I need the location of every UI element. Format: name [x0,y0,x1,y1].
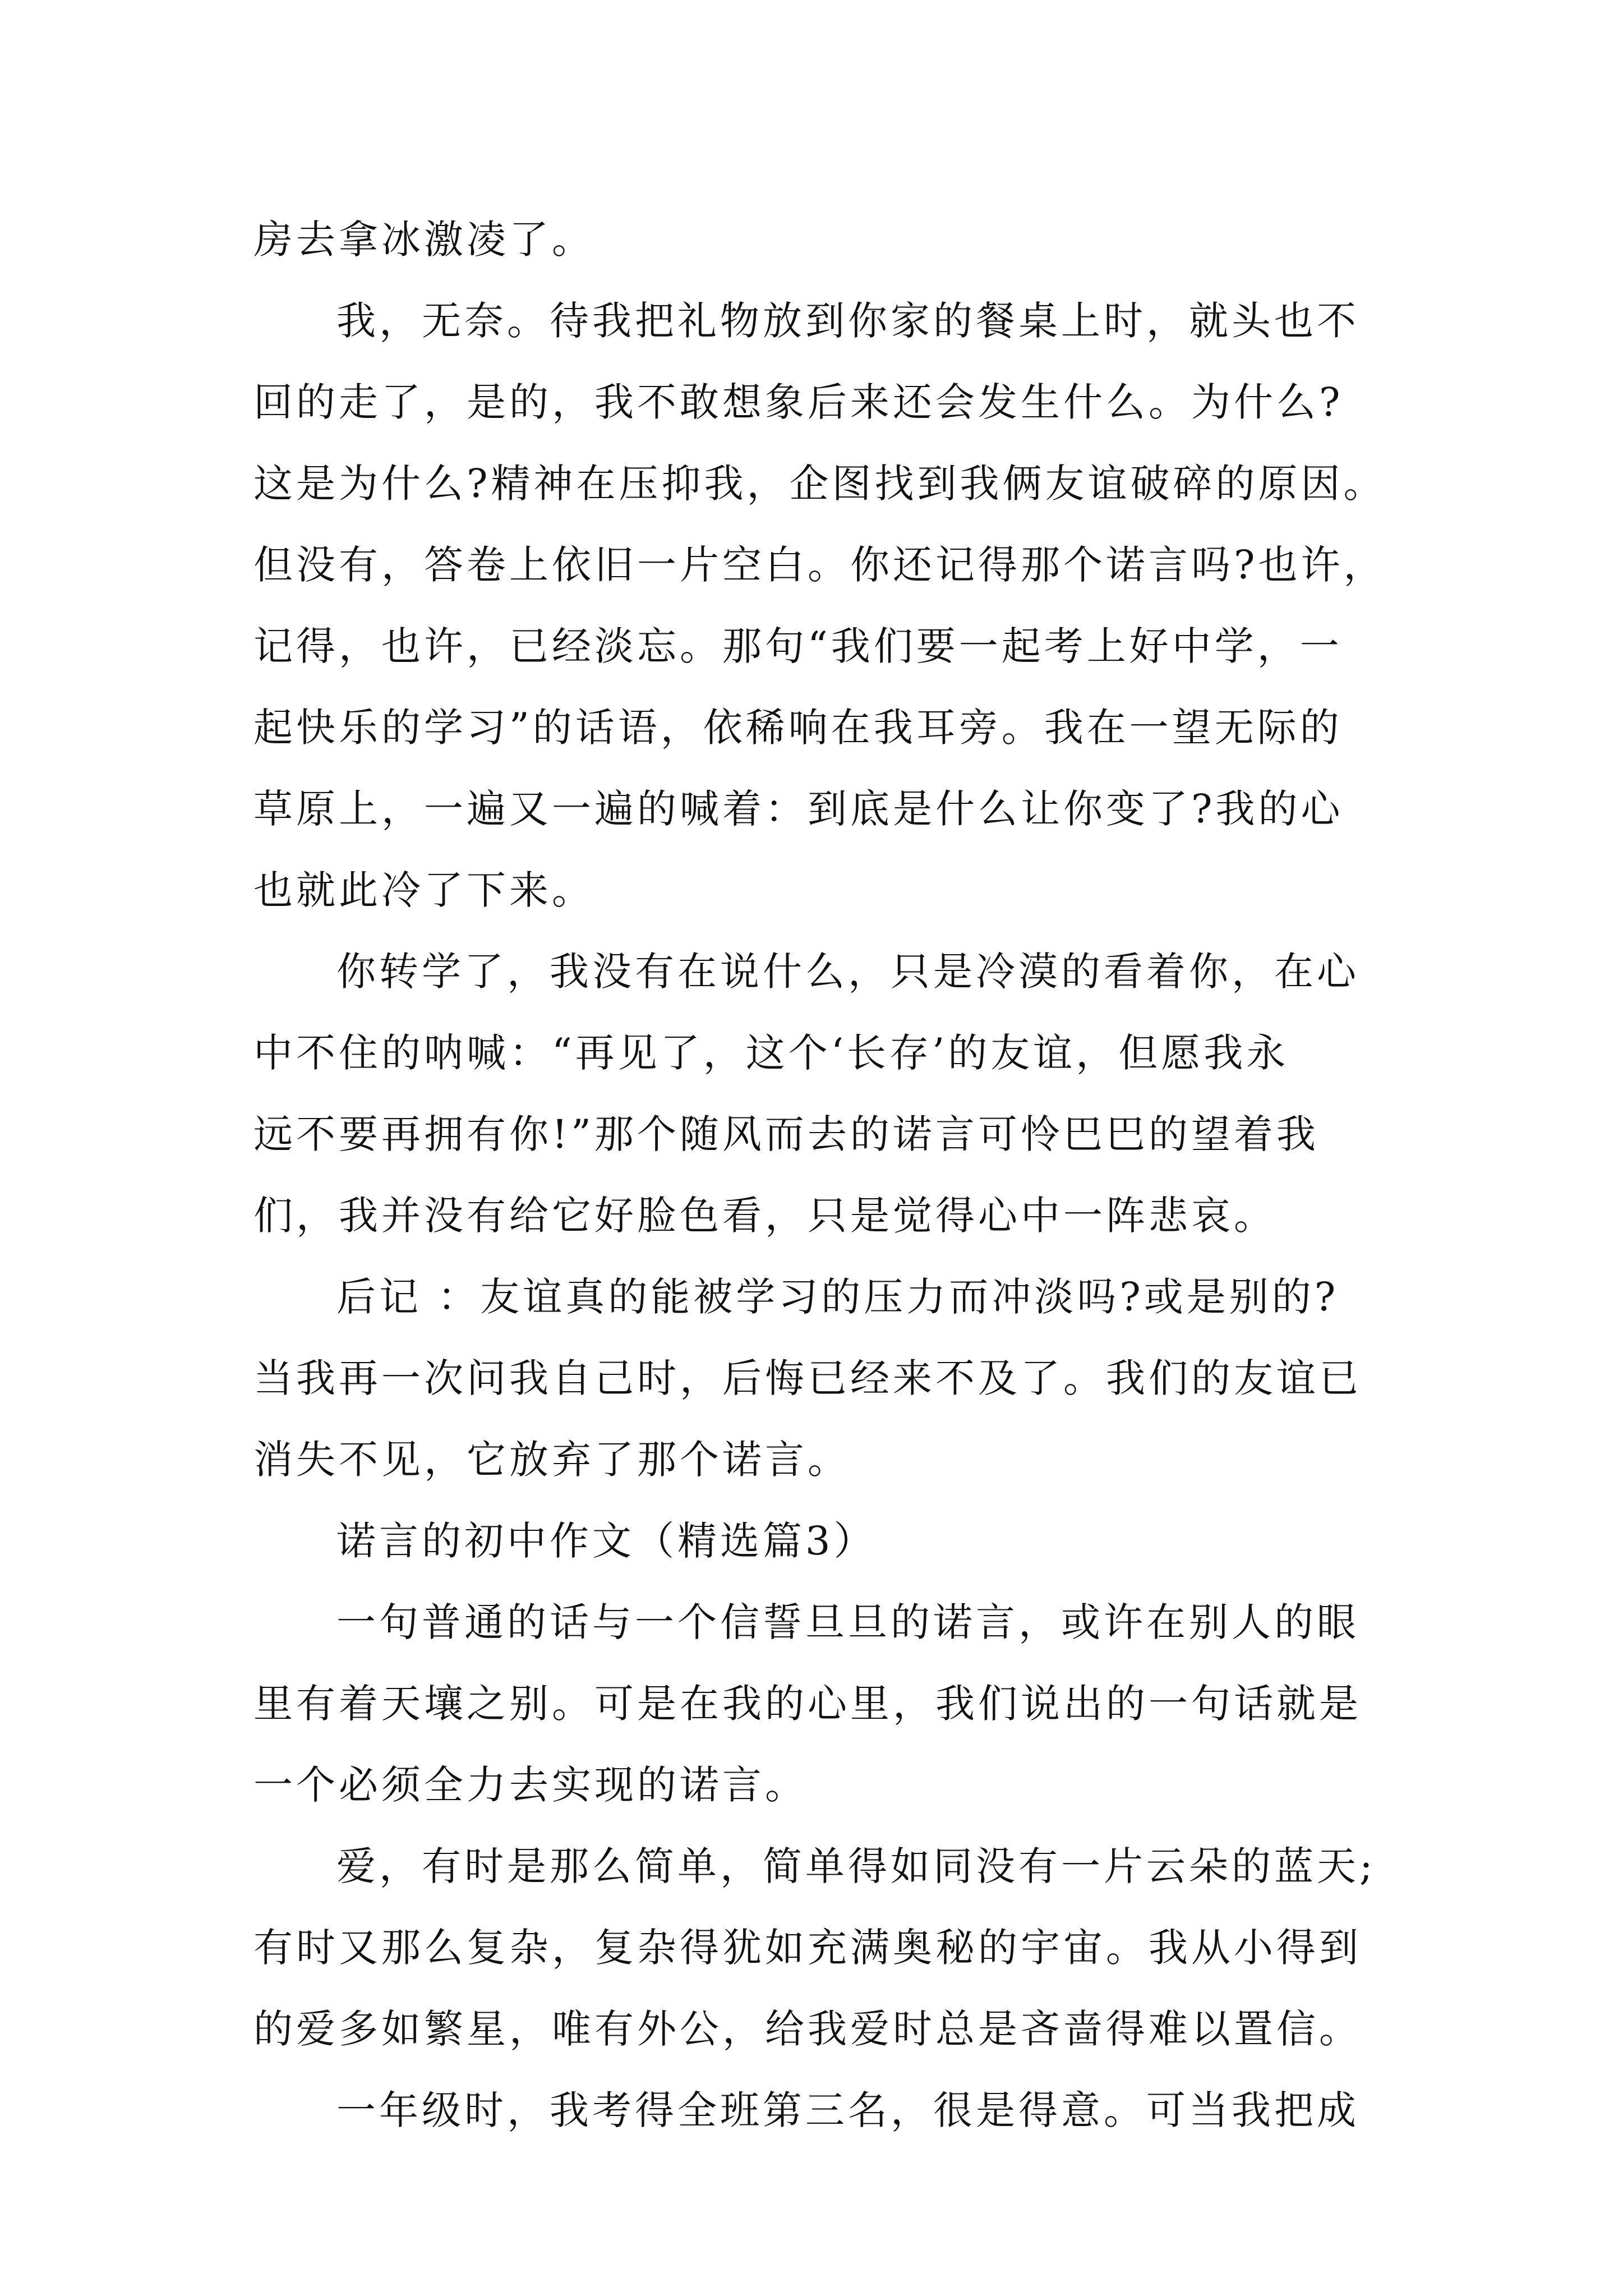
text-line: 草原上，一遍又一遍的喊着：到底是什么让你变了?我的心 [253,786,1344,832]
text-line: 中不住的呐喊：“再见了，这个‘长存’的友谊，但愿我永 [253,1030,1289,1076]
text-line: 们，我并没有给它好脸色看，只是觉得心中一阵悲哀。 [253,1193,1276,1239]
paragraph-start-line: 你转学了，我没有在说什么，只是冷漠的看着你，在心 [336,949,1359,995]
text-line: 起快乐的学习”的话语，依稀响在我耳旁。我在一望无际的 [253,705,1343,751]
text-line: 房去拿冰激凌了。 [253,217,594,263]
text-line: 有时又那么复杂，复杂得犹如充满奥秘的宇宙。我从小得到 [253,1925,1362,1971]
text-line: 一个必须全力去实现的诺言。 [253,1762,808,1808]
paragraph-start-line: 我，无奈。待我把礼物放到你家的餐桌上时，就头也不 [336,298,1359,344]
text-line: 也就此冷了下来。 [253,867,594,913]
section-heading: 诺言的初中作文（精选篇3） [336,1518,877,1564]
text-line: 但没有，答卷上依旧一片空白。你还记得那个诺言吗?也许， [253,542,1386,588]
text-line: 回的走了，是的，我不敢想象后来还会发生什么。为什么? [253,379,1344,425]
text-line: 远不要再拥有你!”那个随风而去的诺言可怜巴巴的望着我 [253,1111,1319,1157]
text-line: 消失不见，它放弃了那个诺言。 [253,1437,850,1483]
paragraph-start-line: 后记 ：友谊真的能被学习的压力而冲淡吗?或是别的? [336,1274,1339,1320]
text-line: 记得，也许，已经淡忘。那句“我们要一起考上好中学，一 [253,623,1343,669]
paragraph-start-line: 爱，有时是那么简单，简单得如同没有一片云朵的蓝天; [336,1843,1376,1889]
text-line: 的爱多如繁星，唯有外公，给我爱时总是吝啬得难以置信。 [253,2006,1362,2052]
text-line: 里有着天壤之别。可是在我的心里，我们说出的一句话就是 [253,1681,1362,1727]
text-line: 这是为什么?精神在压抑我，企图找到我俩友谊破碎的原因。 [253,461,1386,507]
text-line: 当我再一次问我自己时，后悔已经来不及了。我们的友谊已 [253,1355,1362,1401]
paragraph-start-line: 一句普通的话与一个信誓旦旦的诺言，或许在别人的眼 [336,1599,1359,1645]
paragraph-start-line: 一年级时，我考得全班第三名，很是得意。可当我把成 [336,2087,1359,2133]
